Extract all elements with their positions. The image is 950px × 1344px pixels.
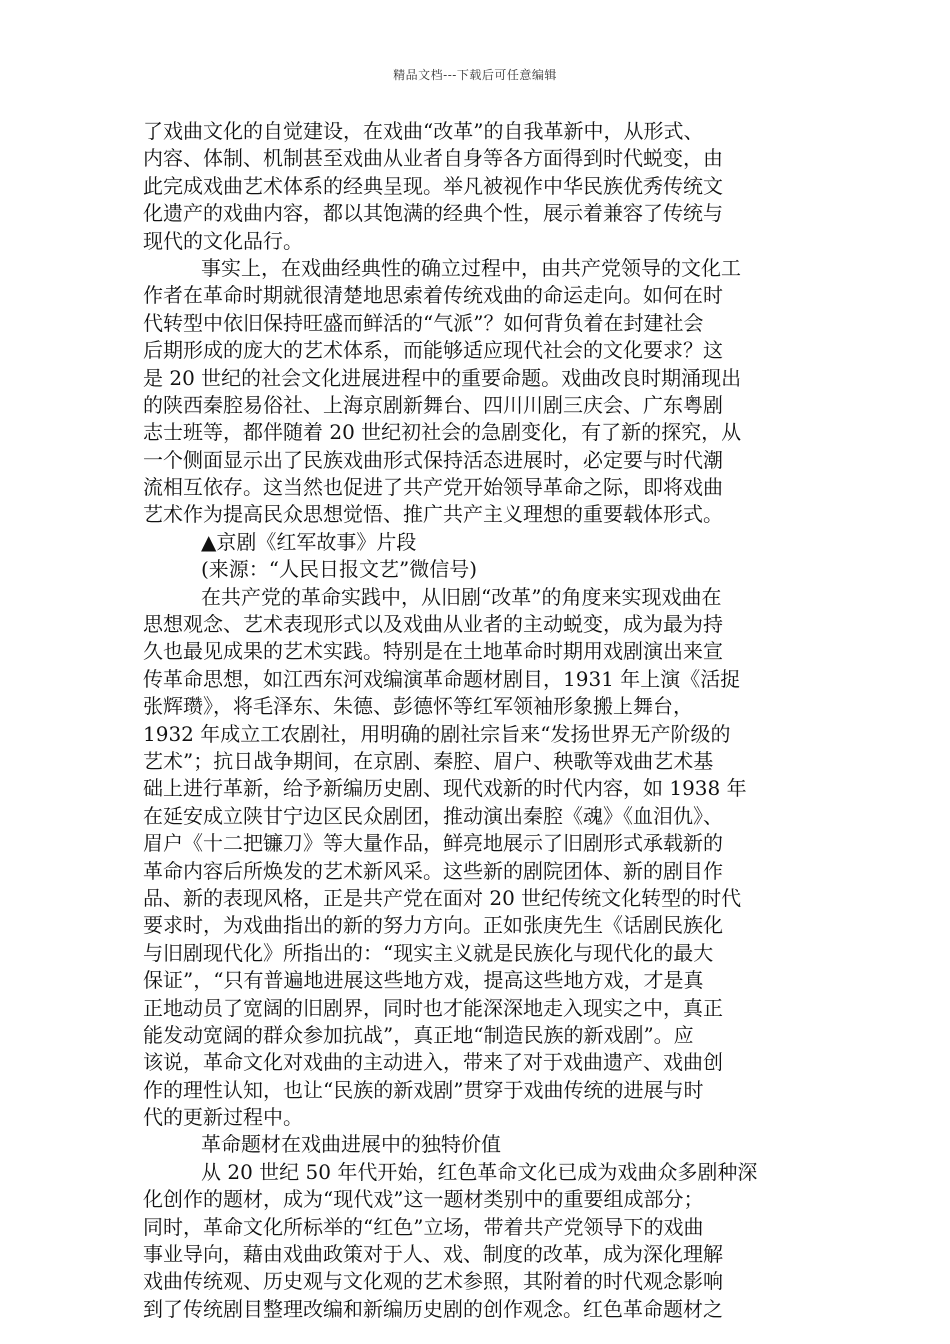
text-line: 一个侧面显示出了民族戏曲形式保持活态进展时，必定要与时代潮: [143, 447, 723, 472]
text-line: 思想观念、艺术表现形式以及戏曲从业者的主动蜕变，成为最为持: [143, 612, 723, 637]
image-source-note: (来源：“人民日报文艺”微信号): [201, 557, 478, 582]
text-line: 同时，革命文化所标举的“红色”立场，带着共产党领导下的戏曲: [143, 1214, 704, 1239]
text-line: 作的理性认知，也让“民族的新戏剧”贯穿于戏曲传统的进展与时: [143, 1077, 704, 1102]
text-line: 事业导向，藉由戏曲政策对于人、戏、制度的改革，成为深化理解: [143, 1242, 723, 1267]
text-line: 化遗产的戏曲内容，都以其饱满的经典个性，展示着兼容了传统与: [143, 201, 723, 226]
text-line: 艺术作为提高民众思想觉悟、推广共产主义理想的重要载体形式。: [143, 502, 723, 527]
text-line: 该说，革命文化对戏曲的主动进入，带来了对于戏曲遗产、戏曲创: [143, 1050, 723, 1075]
text-line: 是 20 世纪的社会文化进展进程中的重要命题。戏曲改良时期涌现出: [143, 365, 742, 390]
text-line: 正地动员了宽阔的旧剧界，同时也才能深深地走入现实之中，真正: [143, 995, 723, 1020]
text-line: 此完成戏曲艺术体系的经典呈现。举凡被视作中华民族优秀传统文: [143, 173, 723, 198]
text-line: 现代的文化品行。: [143, 228, 303, 253]
header-note: 精品文档---下载后可任意编辑: [393, 68, 557, 82]
text-line: 能发动宽阔的群众参加抗战”，真正地“制造民族的新戏剧”。应: [143, 1022, 694, 1047]
text-line: 的陕西秦腔易俗社、上海京剧新舞台、四川川剧三庆会、广东粤剧: [143, 392, 723, 417]
image-caption: ▲京剧《红军故事》片段: [201, 529, 417, 554]
text-line: 到了传统剧目整理改编和新编历史剧的创作观念。红色革命题材之: [143, 1296, 723, 1321]
text-line: 1932 年成立工农剧社，用明确的剧社宗旨来“发扬世界无产阶级的: [143, 721, 731, 746]
body-text: [143, 118, 811, 1323]
text-line: 戏曲传统观、历史观与文化观的艺术参照，其附着的时代观念影响: [143, 1269, 723, 1294]
section-heading: 革命题材在戏曲进展中的独特价值: [201, 1132, 501, 1157]
text-line: 代转型中依旧保持旺盛而鲜活的“气派”？如何背负着在封建社会: [143, 310, 704, 335]
text-line: 化创作的题材，成为“现代戏”这一题材类别中的重要组成部分；: [143, 1187, 704, 1212]
text-line: 流相互依存。这当然也促进了共产党开始领导革命之际，即将戏曲: [143, 475, 723, 500]
text-line: 后期形成的庞大的艺术体系，而能够适应现代社会的文化要求？这: [143, 338, 723, 363]
text-line: 内容、体制、机制甚至戏曲从业者自身等各方面得到时代蜕变，由: [143, 146, 723, 171]
text-line: 要求时，为戏曲指出的新的努力方向。正如张庚先生《话剧民族化: [143, 913, 723, 938]
text-line: 革命内容后所焕发的艺术新风采。这些新的剧院团体、新的剧目作: [143, 858, 723, 883]
paragraph-start-line: 事实上，在戏曲经典性的确立过程中，由共产党领导的文化工: [201, 255, 741, 280]
text-line: 在延安成立陕甘宁边区民众剧团，推动演出秦腔《魂》《血泪仇》、: [143, 803, 723, 828]
text-line: 作者在革命时期就很清楚地思索着传统戏曲的命运走向。如何在时: [143, 283, 723, 308]
text-line: 艺术”；抗日战争期间，在京剧、秦腔、眉户、秧歌等戏曲艺术基: [143, 748, 714, 773]
text-line: 础上进行革新，给予新编历史剧、现代戏新的时代内容，如 1938 年: [143, 776, 747, 801]
text-line: 品、新的表现风格，正是共产党在面对 20 世纪传统文化转型的时代: [143, 885, 742, 910]
text-line: 眉户《十二把镰刀》等大量作品，鲜亮地展示了旧剧形式承载新的: [143, 831, 723, 856]
text-line: 代的更新过程中。: [143, 1105, 303, 1130]
text-line: 保证”，“只有普遍地进展这些地方戏，提高这些地方戏，才是真: [143, 968, 704, 993]
text-line: 久也最见成果的艺术实践。特别是在土地革命时期用戏剧演出来宣: [143, 639, 723, 664]
text-line: 了戏曲文化的自觉建设，在戏曲“改革”的自我革新中，从形式、: [143, 119, 704, 143]
text-line: 传革命思想，如江西东河戏编演革命题材剧目，1931 年上演《活捉: [143, 666, 741, 691]
paragraph-start-line: 在共产党的革命实践中，从旧剧“改革”的角度来实现戏曲在: [201, 584, 722, 609]
paragraph-start-line: 从 20 世纪 50 年代开始，红色革命文化已成为戏曲众多剧种深: [201, 1159, 758, 1184]
text-line: 与旧剧现代化》所指出的：“现实主义就是民族化与现代化的最大: [143, 940, 714, 965]
text-line: 张辉瓒》，将毛泽东、朱德、彭德怀等红军领袖形象搬上舞台，: [143, 694, 693, 719]
text-line: 志士班等，都伴随着 20 世纪初社会的急剧变化，有了新的探究，从: [143, 420, 742, 445]
